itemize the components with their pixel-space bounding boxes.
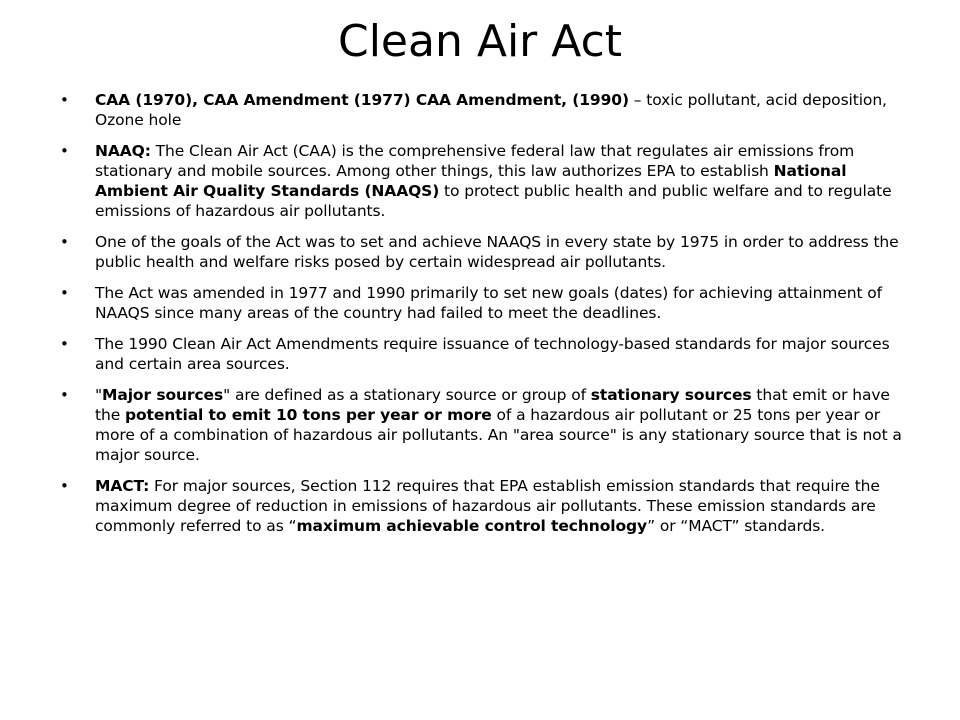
- text-segment: – toxic pollutant, acid deposition, Ozone hole: [95, 91, 887, 129]
- bold-text-segment: stationary sources: [590, 386, 752, 404]
- text-segment: The 1990 Clean Air Act Amendments require issuance of technology-based standards for major sources and certain area sources.: [95, 335, 890, 373]
- text-segment: of a hazardous air pollutant or 25 tons per year or more of a combination of hazardous air pollutants. An "area source" is any stationary source that is not a major source.: [95, 406, 902, 464]
- bullet-dot-icon: •: [60, 142, 69, 160]
- bullet-dot-icon: •: [60, 477, 69, 495]
- text-segment: For major sources, Section 112 requires that EPA establish emission standards that require the maximum degree of reduction in emissions of hazardous air pollutants. These emission standards are commonly referred to as “: [95, 477, 880, 535]
- bullet-list: [58, 90, 908, 547]
- bold-text-segment: potential to emit 10 tons per year or more: [124, 406, 492, 424]
- bullet-dot-icon: •: [60, 91, 69, 109]
- bullet-dot-icon: •: [60, 233, 69, 251]
- bold-text-segment: Major sources: [102, 386, 224, 404]
- bullet-item: [58, 141, 908, 221]
- bullet-item: [58, 283, 908, 323]
- text-segment: " are defined as a stationary source or group of: [223, 386, 591, 404]
- text-segment: to protect public health and public welfare and to regulate emissions of hazardous air pollutants.: [95, 182, 892, 220]
- bold-text-segment: maximum achievable control technology: [296, 517, 648, 535]
- bullet-dot-icon: •: [60, 335, 69, 353]
- bold-text-segment: NAAQ:: [95, 142, 151, 160]
- text-segment: ": [95, 386, 103, 404]
- bold-text-segment: CAA (1970), CAA Amendment (1977) CAA Amendment, (1990): [95, 91, 629, 109]
- bullet-item: [58, 90, 908, 130]
- text-segment: One of the goals of the Act was to set and achieve NAAQS in every state by 1975 in order to address the public health and welfare risks posed by certain widespread air pollutants.: [95, 233, 899, 271]
- bullet-item: [58, 334, 908, 374]
- text-segment: The Clean Air Act (CAA) is the comprehensive federal law that regulates air emissions from stationary and mobile sources. Among other things, this law authorizes EPA to establish: [95, 142, 855, 180]
- bullet-dot-icon: •: [60, 386, 69, 404]
- bullet-item: [58, 476, 908, 536]
- slide-title: Clean Air Act: [337, 16, 623, 67]
- bullet-item: [58, 232, 908, 272]
- text-segment: that emit or have the: [95, 386, 890, 424]
- bullet-item: [58, 385, 908, 465]
- text-segment: ” or “MACT” standards.: [647, 517, 825, 535]
- bold-text-segment: MACT:: [95, 477, 150, 495]
- bold-text-segment: National Ambient Air Quality Standards (NAAQS): [95, 162, 847, 200]
- bullet-dot-icon: •: [60, 284, 69, 302]
- text-segment: The Act was amended in 1977 and 1990 primarily to set new goals (dates) for achieving attainment of NAAQS since many areas of the country had failed to meet the deadlines.: [95, 284, 883, 322]
